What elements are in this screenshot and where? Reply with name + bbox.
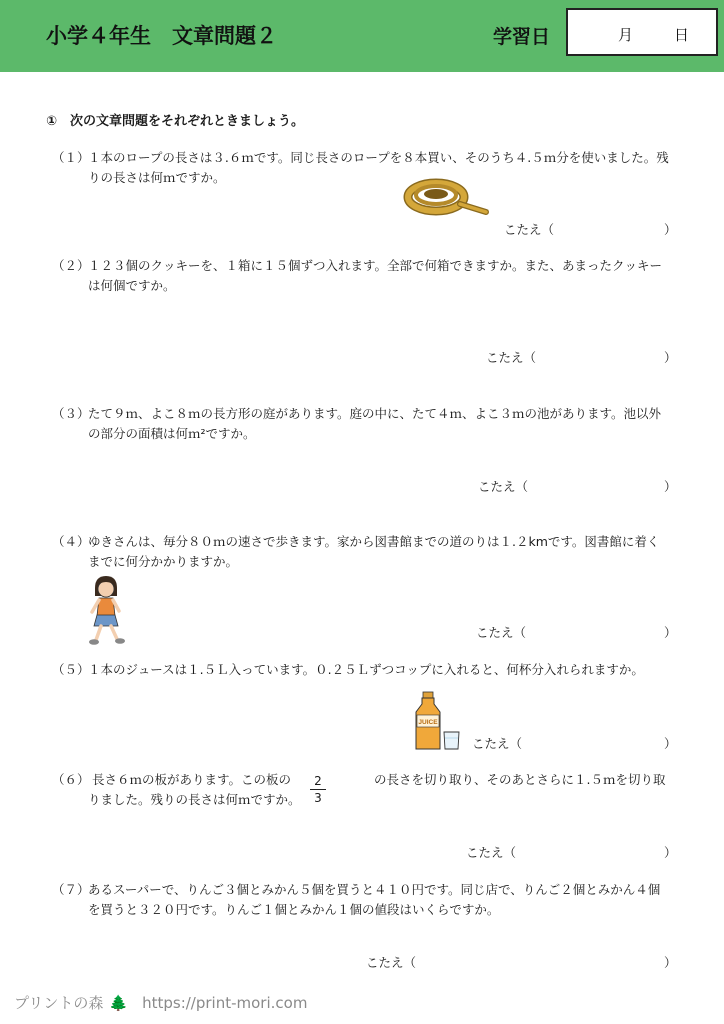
header-bar [0,0,724,72]
question-text: たて９ｍ、よこ８ｍの長方形の庭があります。庭の中に、たて４ｍ、よこ３ｍの池があります。池以外の部分の面積は何ｍ²ですか。 [88,406,662,441]
fraction-two-thirds [310,774,326,805]
walking-girl-illustration [86,576,130,650]
month-label: 月 [618,26,634,44]
answer-close: ） [664,845,677,860]
answer-close: ） [664,736,677,751]
question-number: （１） [52,150,90,165]
answer-label: こたえ（ [486,350,537,365]
answer-6[interactable] [466,843,678,861]
footer [14,992,313,1013]
fraction-denominator: 3 [314,791,322,805]
answer-label: こたえ（ [466,845,517,860]
tree-icon: 🌲 [109,994,129,1012]
question-text: １本のジュースは１.５Ｌ入っています。０.２５Ｌずつコップに入れると、何杯分入れられますか。 [88,662,644,677]
question-text: １本のロープの長さは３.６ｍです。同じ長さのロープを８本買い、そのうち４.５ｍ分を使いました。残りの長さは何ｍですか。 [88,150,669,185]
study-date-box[interactable] [566,8,718,56]
answer-3[interactable] [478,477,678,495]
question-text-before: 長さ６ｍの板があります。この板の [92,772,292,787]
question-number: （４） [52,534,90,549]
footer-brand: プリントの森 [14,994,104,1012]
fraction-bar [310,789,326,790]
answer-label: こたえ（ [476,625,527,640]
answer-5[interactable] [472,734,677,752]
question-number: （７） [52,882,90,897]
answer-1[interactable] [504,220,684,238]
rope-illustration [404,176,490,218]
answer-close: ） [664,625,677,640]
question-text: ゆきさんは、毎分８０ｍの速さで歩きます。家から図書館までの道のりは１.２kmです。図書館に着くまでに何分かかりますか。 [88,534,660,569]
answer-2[interactable] [486,348,676,366]
answer-close: ） [664,479,677,494]
fraction-numerator: 2 [314,774,322,788]
question-text: １２３個のクッキーを、１箱に１５個ずつ入れます。全部で何箱できますか。また、あまったクッキーは何個ですか。 [88,258,663,293]
study-date-label: 学習日 [493,26,551,48]
question-number: （５） [52,662,90,677]
footer-url[interactable]: https://print-mori.com [142,994,308,1012]
page-title: 小学４年生 文章問題２ [46,24,277,48]
question-3 [52,404,670,444]
answer-label: こたえ（ [478,479,529,494]
answer-7[interactable] [366,953,678,971]
answer-label: こたえ（ [504,222,555,237]
question-number: （３） [52,406,90,421]
question-6 [52,770,670,810]
day-label: 日 [674,26,690,44]
question-text: あるスーパーで、りんご３個とみかん５個を買うと４１０円です。同じ店で、りんご２個とみかん４個を買うと３２０円です。りんご１個とみかん１個の値段はいくらですか。 [88,882,661,917]
question-number: （６） [52,772,90,787]
question-2 [52,256,670,296]
instruction-text: ① 次の文章問題をそれぞれときましょう。 [46,114,305,129]
answer-label: こたえ（ [472,736,523,751]
answer-4[interactable] [476,623,676,641]
question-4 [52,532,670,572]
juice-label: JUICE [418,719,438,726]
answer-close: ） [664,350,677,365]
question-7 [52,880,670,920]
juice-illustration [414,692,464,752]
question-number: （２） [52,258,90,273]
answer-label: こたえ（ [366,955,417,970]
question-1 [52,148,670,188]
question-5 [52,660,670,680]
answer-close: ） [664,955,677,970]
answer-close: ） [664,222,677,237]
question-text-after: の長さを切り取り、そのあとさらに１.５ｍを切り取りました。残りの長さは何ｍですか。 [88,772,666,807]
